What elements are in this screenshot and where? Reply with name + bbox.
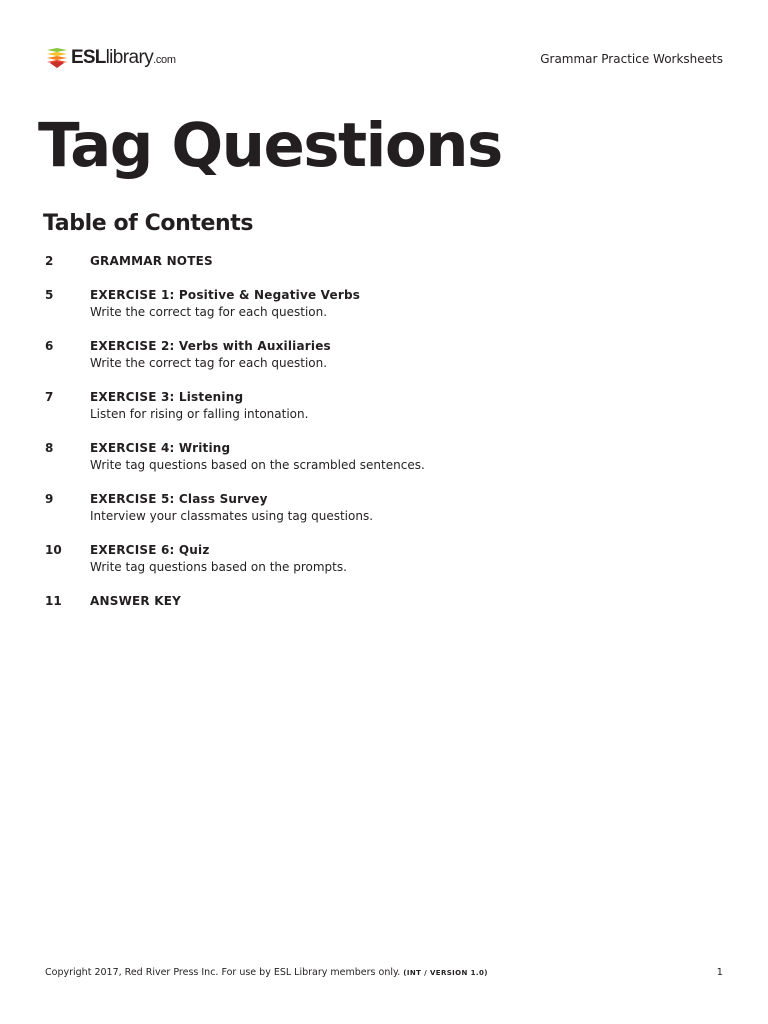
toc-entry-description: Write the correct tag for each question.: [90, 305, 328, 319]
toc-entry-description: Write the correct tag for each question.: [90, 356, 328, 370]
stacked-books-logo-icon: [45, 46, 69, 70]
logo-library: library: [105, 47, 154, 68]
toc-entry-title: ANSWER KEY: [90, 594, 182, 608]
esl-library-logo[interactable]: [45, 44, 176, 72]
toc-entry-description: Write tag questions based on the prompts.: [90, 560, 347, 574]
toc-page-number: 8: [45, 441, 54, 455]
logo-wordmark: [71, 47, 176, 69]
toc-entry-exercise-3[interactable]: [45, 388, 725, 439]
toc-entry-description: Interview your classmates using tag questions.: [90, 509, 374, 523]
toc-entry-title: EXERCISE 5: Class Survey: [90, 492, 268, 506]
footer-page-number: 1: [716, 967, 723, 978]
series-title: Grammar Practice Worksheets: [540, 52, 723, 66]
toc-entry-exercise-1[interactable]: [45, 286, 725, 337]
table-of-contents: [45, 252, 725, 626]
toc-entry-title: EXERCISE 2: Verbs with Auxiliaries: [90, 339, 331, 353]
toc-entry-grammar-notes[interactable]: [45, 252, 725, 286]
toc-page-number: 6: [45, 339, 54, 353]
footer-copyright: [45, 966, 488, 980]
toc-entry-description: Write tag questions based on the scrambled sentences.: [90, 458, 425, 472]
toc-entry-title: EXERCISE 6: Quiz: [90, 543, 210, 557]
toc-page-number: 11: [45, 594, 62, 608]
toc-entry-exercise-5[interactable]: [45, 490, 725, 541]
toc-page-number: 10: [45, 543, 62, 557]
toc-entry-title: EXERCISE 4: Writing: [90, 441, 231, 455]
toc-page-number: 2: [45, 254, 54, 268]
toc-entry-exercise-2[interactable]: [45, 337, 725, 388]
toc-entry-answer-key[interactable]: [45, 592, 725, 626]
toc-entry-title: EXERCISE 1: Positive & Negative Verbs: [90, 288, 361, 302]
copyright-text: Copyright 2017, Red River Press Inc. For use by ESL Library members only.: [45, 967, 401, 978]
toc-entry-exercise-6[interactable]: [45, 541, 725, 592]
toc-entry-title: GRAMMAR NOTES: [90, 254, 213, 268]
toc-entry-description: Listen for rising or falling intonation.: [90, 407, 309, 421]
logo-brand: ESL: [71, 47, 106, 68]
toc-page-number: 7: [45, 390, 54, 404]
version-label: (INT / VERSION 1.0): [403, 969, 488, 977]
logo-domain: .com: [153, 54, 176, 66]
toc-entry-title: EXERCISE 3: Listening: [90, 390, 244, 404]
toc-page-number: 9: [45, 492, 54, 506]
page-title: Tag Questions: [38, 110, 502, 181]
toc-heading: Table of Contents: [43, 211, 254, 236]
toc-entry-exercise-4[interactable]: [45, 439, 725, 490]
toc-page-number: 5: [45, 288, 54, 302]
